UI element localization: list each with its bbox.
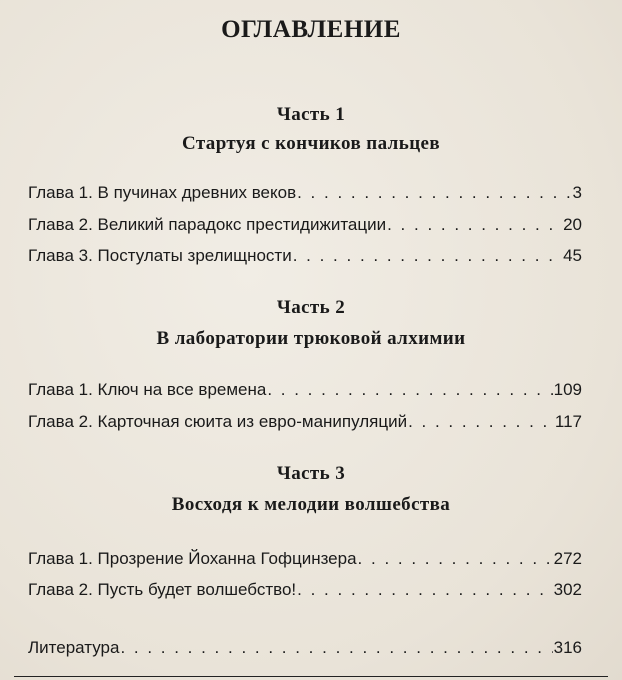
part-3-name: Восходя к мелодии волшебства: [171, 494, 451, 515]
chapter-label: Глава 1. В пучинах древних веков: [28, 183, 297, 202]
chapter-label: Глава 1. Ключ на все времена: [28, 380, 267, 399]
leader-dots: [358, 549, 553, 569]
page-number: 45: [563, 246, 582, 265]
bottom-rule: [14, 676, 608, 677]
toc-entry: [28, 549, 582, 569]
page-number: 3: [572, 183, 582, 202]
page-number: 117: [554, 412, 582, 431]
toc-entry: [28, 183, 582, 203]
toc-entry: [28, 412, 582, 432]
leader-dots: [297, 580, 552, 600]
part-2-number: Часть 2: [276, 297, 346, 318]
chapter-label: Глава 2. Великий парадокс престидижитации: [28, 215, 387, 234]
page-number: 109: [553, 380, 582, 399]
leader-dots: [408, 412, 554, 432]
chapter-label: Глава 2. Пусть будет волшебство!: [28, 580, 297, 599]
toc-entry: [28, 246, 582, 266]
part-2-name: В лаборатории трюковой алхимии: [156, 328, 466, 349]
part-1-number: Часть 1: [276, 104, 346, 125]
page-number: 302: [553, 580, 582, 599]
toc-entry: [28, 380, 582, 400]
leader-dots: [293, 246, 562, 266]
part-1-name: Стартуя с кончиков пальцев: [181, 133, 441, 154]
page-number: 316: [553, 638, 582, 657]
literature-label: Литература: [28, 638, 120, 657]
toc-entry: [28, 215, 582, 235]
part-3-number: Часть 3: [276, 463, 346, 484]
leader-dots: [387, 215, 562, 235]
page-number: 272: [553, 549, 582, 568]
page-number: 20: [563, 215, 582, 234]
leader-dots: [267, 380, 552, 400]
leader-dots: [120, 638, 552, 658]
toc-title: ОГЛАВЛЕНИЕ: [221, 16, 401, 43]
leader-dots: [297, 183, 571, 203]
toc-entry-literature: [28, 638, 582, 658]
chapter-label: Глава 1. Прозрение Йоханна Гофцинзера: [28, 549, 357, 568]
chapter-label: Глава 2. Карточная сюита из евро-манипуляций: [28, 412, 408, 431]
chapter-label: Глава 3. Постулаты зрелищности: [28, 246, 292, 265]
toc-entry: [28, 580, 582, 600]
